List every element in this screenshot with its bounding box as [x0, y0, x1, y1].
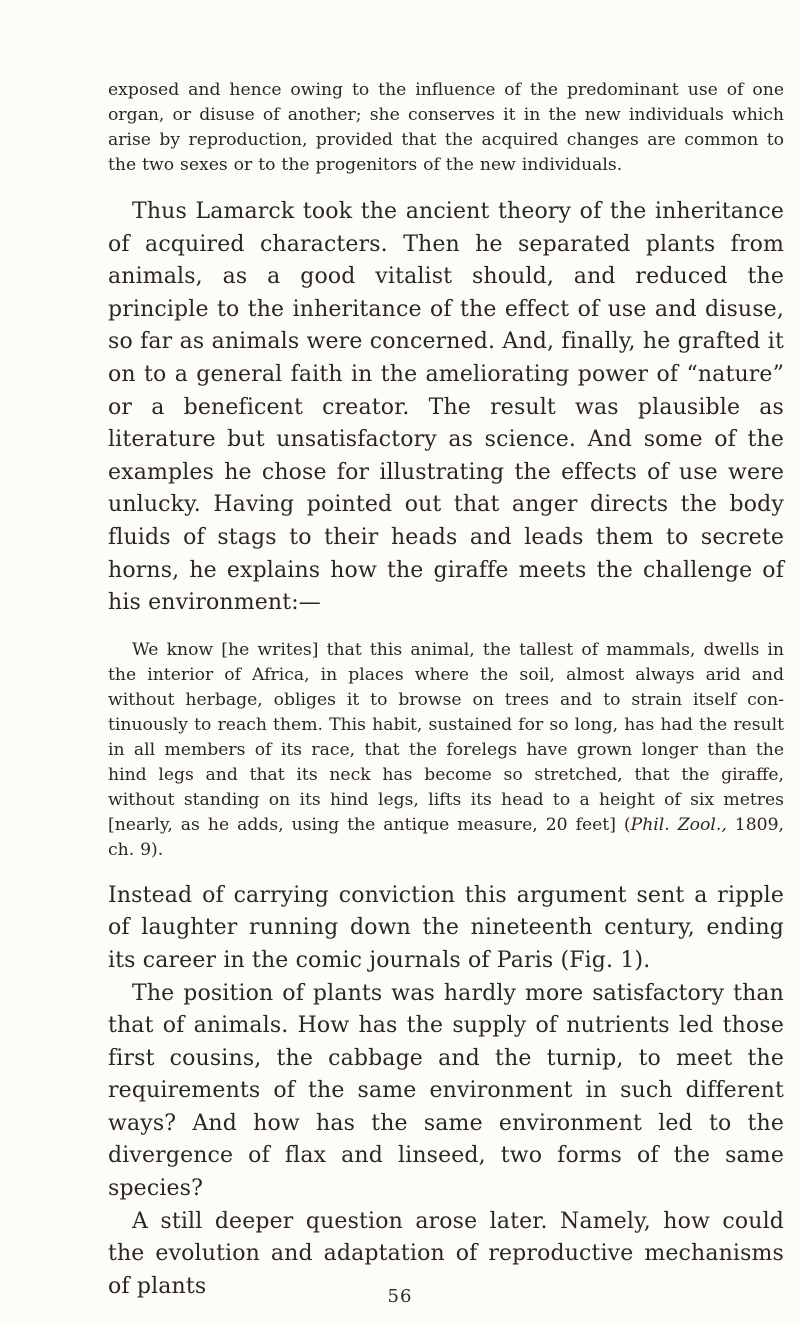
book-page	[108, 78, 784, 1303]
paragraph-instead: Instead of carrying conviction this argument sent a ripple of laughter running down the nineteenth century, ending its career in the comic journals of Paris (Fig. 1).	[108, 882, 784, 973]
paragraph-deeper-question: A still deeper question arose later. Namely, how could the evolution and adaptation of reproductive mechanisms of plants	[108, 1208, 784, 1299]
block-quote-giraffe	[108, 638, 784, 863]
paragraph-intro: exposed and hence owing to the influence of the predominant use of one organ, or disuse of another; she conserves it in the new individuals which arise by reproduction, provided that the acquired changes are common to the two sexes or to the progenitors of the new individuals.	[108, 80, 784, 175]
paragraph-lamarck: Thus Lamarck took the ancient theory of the inheritance of acquired characters. Then he separated plants from animals, as a good vitalist should, and reduced the principle to the inheritance of the effect of use and disuse, so far as animals were concerned. And, finally, he grafted it on to a general faith in the ameliorating power of “nature” or a beneficent creator. The result was plausible as literature but unsatisfactory as science. And some of the examples he chose for illustrating the effects of use were unlucky. Having pointed out that anger directs the body fluids of stags to their heads and leads them to secrete horns, he explains how the giraffe meets the challenge of his environment:—	[108, 199, 784, 616]
quote-text: We know [he writes] that this animal, the tallest of mammals, dwells in the interior of Africa, in places where the soil, almost always arid and without herbage, obliges it to browse on trees and to strain itself continuously to reach them. This habit, sustained for so long, has had the result in all members of its race, that the forelegs have grown longer than the hind legs and that its neck has become so stretched, that the giraffe, without standing on its hind legs, lifts its head to a height of six metres [nearly, as he adds, using the antique measure, 20 feet] (	[108, 639, 784, 835]
quote-citation-tail: 1809, ch. 9).	[108, 814, 785, 860]
page-number: 56	[387, 1286, 413, 1307]
quote-citation: Phil. Zool.,	[630, 814, 727, 835]
paragraph-plants: The position of plants was hardly more satisfactory than that of animals. How has the supply of nutrients led those first cousins, the cabbage and the turnip, to meet the requirements of the same environment in such different ways? And how has the same environment led to the divergence of flax and linseed, two forms of the same species?	[108, 980, 784, 1202]
